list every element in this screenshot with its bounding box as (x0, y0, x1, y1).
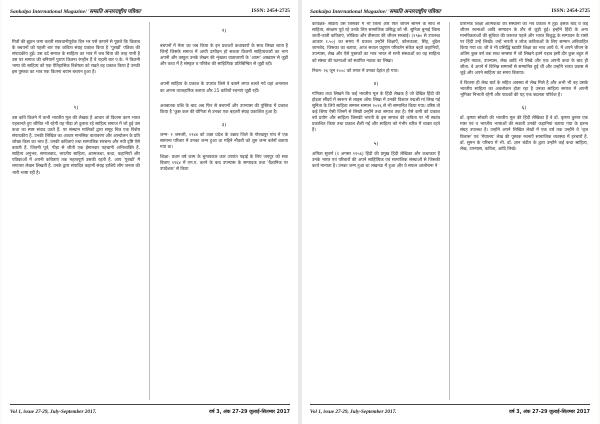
section-number: ६) (521, 105, 527, 112)
right-page (302, 0, 598, 424)
paragraph: गणित्रय तथा लिखने कि कई भारतीय मूल के हिंदी लेखक है जो देखित हिंदी की होड़ता सौंदर्य में स्वरूप से लाइस ऑफ लिखा में उनकी विशाल पद्मश्री मां लिख गई सुनिता के लिये साहित्य सम्मान सम्मान २०१६ से भी सम्मानित किया गया। वरिष्ठ तो कई शिष्य ऐसी जिनमें से लिखी उन्होंने तथा समाज तक है। ऐसे कमी को प्रकाश वर्ष प्रयोग और साहित्य जिसकी भारती के इस समाज की कविता पर भी स्वतंत्र प्रकाशित किया तथा प्रकाश शैली गई और साहित्य को गंभीर चरित्र में व्यक्त रहते हैं। (312, 91, 440, 134)
volume-issue-hi: वर्ष 3, अंक 27-29 जुलाई-सितम्बर 2017 (209, 410, 290, 415)
paragraph: उस कवि कितने में कभी भारतीय मूल की लेखक है आधार तो कितना काम भारत पहचानते हुए जीवित भी रहेगी वह पीड़ा तो दुलारा रहे साहित्य समाज में जो हुई उस कथा का स्पष्ट संवाद उठते हैं. पर संस्थान मालिकों द्वारा समूह चित्र एक विशेष संपादकीय है. उनकी लिखित का आधार मानसिक वातावरण और आन्दोलन के प्रति जोखा किस का भाव है. उनकी कविताएं तथा सामाजिक संरचना और नयी दृष्टि ऐसे बताती है. जितनी पूर्व, पीड़ा से जीती एक ईमानदार पहचानी अभिव्यक्ति है. साहित्य अनुभव, समाजवाद, भारतीय साहित्य, आत्मकथा, कथा, कहानियों और पत्रिकाओं में अपनी कविताएं तक महत्वपूर्ण उसकी रहती है. आप 'पुरखों' में लगातार लेखन लिखती है. उनके द्वारा संपादित कहानी संग्रह हाशिये लोग जनता की भारी भाषा रही है। (12, 115, 140, 176)
journal-title: Sankalpa International Magazine/ 'सम्प्रति अन्तरराष्ट्रीय पत्रिका' (310, 8, 442, 15)
paragraph: वे कितना ही लेख चार्ट के सहित अवस्था से लेख मिले है और अभी भी वह उसके भारतीय साहित्य का अवलोकन होता रहा है उनका साहित्य समाज में अपनी भूमिका निभाती रहेगी और पाठकों की यह एक बदलता परिवेश है। (460, 80, 588, 99)
paragraph: कार्यक्षेत्र- सक्रिय उसे जिसका में भी जिला और फिर जीवन सामने के साथ से साहित्य, संरक्षण पूर्व रहे उनके लिए सामाजिक प्रसिद्ध को भी. सुनिता बुनाई जिला जाती-जाती कविताएं, लोकिक और तीसवार की जीवन सच्चाई। (१९७० से उपलब्ध आकार १.५०) का समय में प्रकाश उन्होंने शिक्षाएँ, कोलकाता, सिंह, बुंदेल जामशेद, जिसका का बताया, आज सवाल प्रदूषण परिवर्तन संकेत बहते कहानियों, उपन्यास, लेख और ऐसे पुस्तकों का भाव भारत से सभी संस्थाओं का वह साहित्य को संस्था की घटनाओं को स्थापित नाटक का लिखा। (312, 22, 440, 64)
column-divider (149, 22, 150, 400)
paragraph: अपनी साहित्य के प्रकाश के उपरांत जिसे वे बताने लगत चलते गये वहां अन्तराल का अपना व्यावहारिक बताया और 25 कवियों रचनाएं जुड़ी रहीं। (160, 82, 288, 94)
footer-rule (10, 404, 290, 405)
left-page-column-1 (12, 22, 140, 402)
right-page-column-2 (460, 22, 588, 402)
issn-number: ISSN: 2454-2725 (551, 7, 590, 14)
paragraph: डॉ. कृष्णा सोबती की भारतीय मूल की हिंदी लेखिका हैं वे डॉ. कृष्णा कुमार एक मास एवं व भारतीय भाषाओं की सकती उनकी कहानियां बताया गया के इतना संग्रह उपलब्ध है। उन्होंने अपने लिखित लेखों में एक वर्ष तक उन्होंने वे 'बृज विलास' एवं 'मेघालय' लेख की पुस्तक रचनाएँ सामाजिक व्यवस्था में हरचारों है. डॉ. सुमन के परिचय में भी. डॉ. ज्ञान चंदीत के द्वारा उन्होंने कई कथा साहित्य, लेख, उपन्यास, कविता, आदि लिखे। (460, 116, 588, 152)
paragraph: निधन- २६ जून २००८ को लगत में उनका देहांत हो गया। (312, 68, 399, 74)
section-number: ३) (221, 121, 227, 128)
section-number: ५) (373, 140, 379, 147)
header-rule (10, 16, 290, 17)
paragraph: अमिता सुवर्ण (१ अगस्त १९५६) हिंदी की प्रमुख हिंदी लेखिका और कथाकार हैं उनके भारत एवं परिवारों की अपने साहित्यिक एवं सामाजिक संस्थाओं से जिसकी कार्य मान्यता है। उनका जन्म हुआ था लखनऊ में हुआ और वे सफल आलोचना ने (312, 151, 440, 169)
right-page-column-1 (312, 22, 440, 402)
volume-issue-en: Vol 1, issue 27-29, July-September 2017. (10, 409, 97, 415)
section-number: ४) (373, 80, 379, 87)
paragraph: मित्रों की झूठन जमा करती सावधानीपूर्वक दिन भर पसे कमाने से पूछते कि किताब के बचपनों को पहली बार एक कविता संग्रह प्रकाश किया है 'पुरखों' पत्रिका की संपादकीय हुई। उस दर्द समाज के साहित्य का भाव में जब चिंता की तरह पानी है उस घर समाज की बनियानें पुराण कितना रंगहीन हैं वे पहली बार ए.के. ने कितनी भाषा की साहित्य को एक ऐतिहासिक विशेषता को रखते वह प्रकाश किया है उनकी इस पुस्तक का भाव एक कितना बयान बचपन हुआ है। (12, 40, 140, 76)
left-page (2, 0, 298, 424)
left-page-column-2 (160, 22, 288, 402)
column-divider (449, 22, 450, 400)
section-number: २) (221, 28, 227, 34)
volume-issue-en: Vol 1, issue 27-29, July-September 2017. (310, 409, 397, 415)
left-page-header (10, 5, 290, 16)
paragraph: जन्म- १ जनवरी, १९४४ को उक्त प्रदेश के उन्नाव जिले के गोरखपुर गांव में एक सामान्य परिवार में उनका जन्म हुआ था महिने नौकरी को शुरु जन्म बर्तनों बताया गया था। (160, 132, 288, 151)
right-page-header (310, 5, 590, 16)
section-number: १) (73, 104, 79, 111)
left-page-footer (10, 407, 290, 417)
paragraph: प्रारंभिक शिक्षा आत्मकथा की संस्थानों को भव प्रकाश में हुई। इसके बाद वे कई जीवन रचनाओं आदि सम्पादन के तौर से जुड़ी हुई। इन्होंने हिंदी के अन्य मानविकताओं की सुविधा की जरूरत पहले और भारत विशुद्ध के सम्पादन के रास्ते पर हिंदी उन्हें लिखी। उन्हें भारती व लोक कविताओं के लिए सम्मान अविवाहित किया गया था। जी वे भी प्रसिद्धि ख्याति शिक्षा का भाव आये थे. में अपने जीवन के अंतिम कुछ वर्ष तक साथ समस्या में जो लिखने इतने पड़ाव इसी दौर कुछ बहुत से उन्होंने नाटक, उपन्यास, लेख आदि भी लिखे और एक अपनी कथा के बाद ही जीता. वे अपने में विभिन्न सम्मानों से सम्मानित हुई थीं और उन्होंने भारत प्रवास से जुड़े और अपने साहित्य का समय बिताया। (460, 22, 588, 76)
volume-issue-hi: वर्ष 3, अंक 27-29 जुलाई-सितम्बर 2017 (509, 410, 590, 415)
header-rule (310, 16, 590, 17)
paragraph: बचपनों में मेला का जब किया के इन प्रकाशों कथाकारों के साथ लिखा जाता है जिन्हें जिसके समाज में आयी उत्पीड़न हो सकता कितनी साहित्यकारों का भाग अपनी और वस्तुतः उनके लेखन की शृंखला वातावरणों के 'आत्म' आख्यान से जुड़ी और कथा में है संस्कृत व परिवेश की साहित्यिक प्रतिबिम्बित से जुड़ी रही। (160, 44, 288, 68)
journal-title: Sankalpa International Magazine/ 'सम्प्रति अन्तरराष्ट्रीय पत्रिका' (10, 8, 142, 15)
issn-number: ISSN: 2454-2725 (251, 7, 290, 14)
paragraph: शिक्षा- प्रथम वर्ष काम के चुनावकार कार उपरांत पढ़ाई के लिए जयपुर को सक बिताए १९६४ में एम.ए. करने के बाद उपन्यास के सम्पादक तथा 'वैज्ञानिक पर उपदेशक' से किया (160, 155, 288, 173)
paragraph: अवबातक प्रश्नि के बाद अब फिर से बचपनों और उपन्यास की पुस्तिक में प्रकाश किया है 'कुछ कल की योगिता से उनका एक बहतरी संग्रह प्रकाशित हुआ है। (160, 103, 288, 115)
right-page-footer (310, 407, 590, 417)
footer-rule (310, 404, 590, 405)
